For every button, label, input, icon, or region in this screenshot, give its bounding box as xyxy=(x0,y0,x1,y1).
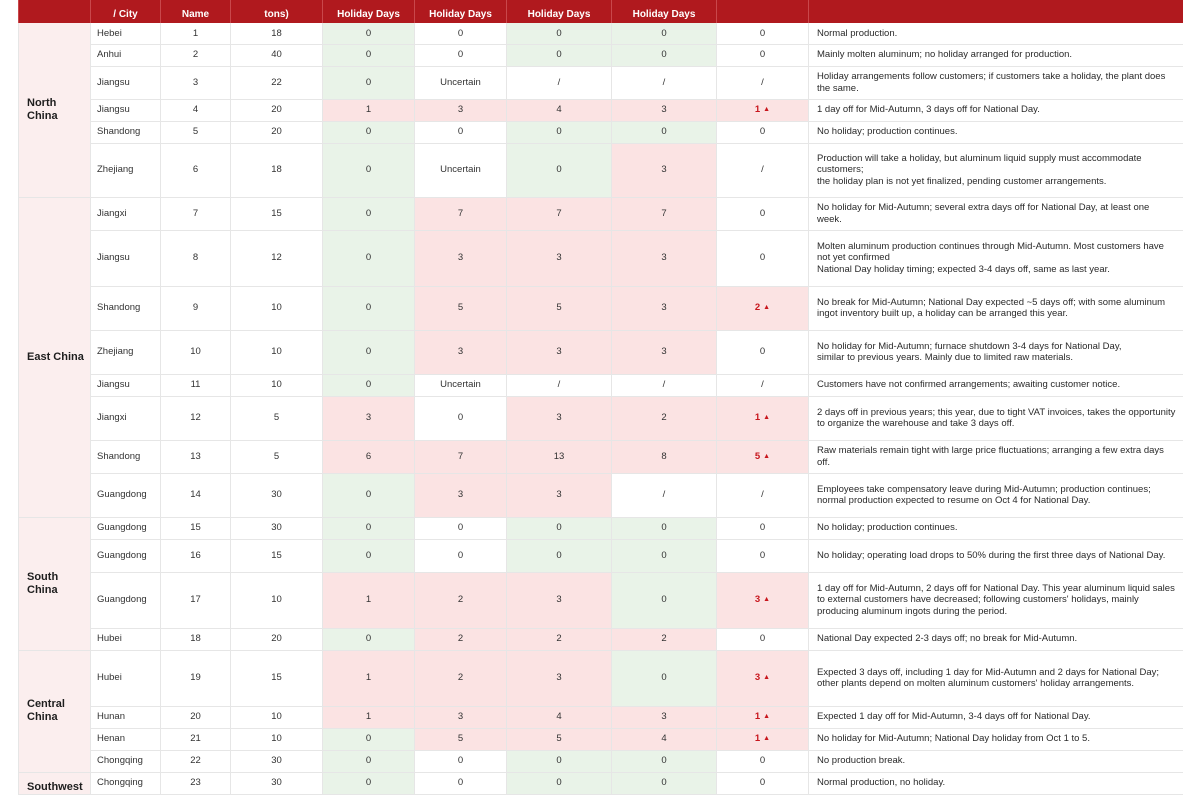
table-row xyxy=(19,539,1183,572)
holiday-days-cell: 0 xyxy=(323,197,415,230)
holiday-days-cell: 0 xyxy=(415,750,507,772)
holiday-days-cell: 0 xyxy=(323,517,415,539)
number-cell: 17 xyxy=(161,572,231,628)
change-cell: 0 xyxy=(717,539,809,572)
capacity-cell: 10 xyxy=(231,728,323,750)
province-cell: Jiangsu xyxy=(91,99,161,121)
change-cell: / xyxy=(717,143,809,197)
change-cell: 0 xyxy=(717,330,809,374)
change-cell: / xyxy=(717,66,809,99)
holiday-days-cell: 0 xyxy=(415,121,507,143)
number-cell: 4 xyxy=(161,99,231,121)
table-row xyxy=(19,750,1183,772)
holiday-days-cell: / xyxy=(507,374,612,396)
holiday-days-cell: 3 xyxy=(612,330,717,374)
holiday-days-cell: 3 xyxy=(415,99,507,121)
province-cell: Hunan xyxy=(91,706,161,728)
capacity-cell: 30 xyxy=(231,750,323,772)
holiday-days-cell: 0 xyxy=(612,750,717,772)
change-value: 5 xyxy=(754,450,761,462)
change-value: 1 xyxy=(754,711,761,723)
change-value: 1 xyxy=(754,412,761,424)
table-row xyxy=(19,99,1183,121)
note-cell: National Day expected 2-3 days off; no break for Mid-Autumn. xyxy=(809,628,1183,650)
province-cell: Chongqing xyxy=(91,750,161,772)
capacity-cell: 30 xyxy=(231,473,323,517)
holiday-days-cell: 0 xyxy=(612,772,717,794)
change-cell: / xyxy=(717,374,809,396)
holiday-days-cell: 5 xyxy=(507,286,612,330)
change-value: 3 xyxy=(754,672,761,684)
holiday-days-cell: 2 xyxy=(612,628,717,650)
note-cell: 2 days off in previous years; this year, due to tight VAT invoices, takes the opportunity to organize the warehouse and take 3 days off. xyxy=(809,396,1183,440)
column-header-1: / City xyxy=(91,0,161,23)
holiday-days-cell: 0 xyxy=(323,230,415,286)
column-header-6: Holiday Days xyxy=(507,0,612,23)
capacity-cell: 12 xyxy=(231,230,323,286)
column-header-9 xyxy=(809,0,1183,23)
province-cell: Shandong xyxy=(91,440,161,473)
holiday-days-cell: 3 xyxy=(415,330,507,374)
province-cell: Anhui xyxy=(91,44,161,66)
triangle-up-icon: ▲ xyxy=(763,106,771,114)
holiday-days-cell: 0 xyxy=(415,396,507,440)
number-cell: 11 xyxy=(161,374,231,396)
change-cell xyxy=(717,650,809,706)
holiday-days-cell: 3 xyxy=(507,473,612,517)
note-cell: No production break. xyxy=(809,750,1183,772)
number-cell: 16 xyxy=(161,539,231,572)
capacity-cell: 20 xyxy=(231,99,323,121)
holiday-days-cell: 1 xyxy=(323,650,415,706)
holiday-arrangement-table xyxy=(18,0,1183,795)
note-cell: Customers have not confirmed arrangements; awaiting customer notice. xyxy=(809,374,1183,396)
holiday-days-cell: 0 xyxy=(323,143,415,197)
holiday-days-cell: 5 xyxy=(415,286,507,330)
holiday-days-cell: 0 xyxy=(415,44,507,66)
holiday-days-cell: Uncertain xyxy=(415,66,507,99)
region-cell: North China xyxy=(19,23,91,197)
holiday-days-cell: 0 xyxy=(323,374,415,396)
region-cell: East China xyxy=(19,197,91,517)
table-row xyxy=(19,650,1183,706)
table-row xyxy=(19,121,1183,143)
holiday-days-cell: 0 xyxy=(323,23,415,44)
holiday-days-cell: 3 xyxy=(507,572,612,628)
number-cell: 12 xyxy=(161,396,231,440)
note-cell: Normal production. xyxy=(809,23,1183,44)
table-row xyxy=(19,44,1183,66)
region-cell: South China xyxy=(19,517,91,650)
province-cell: Hebei xyxy=(91,23,161,44)
change-cell: 0 xyxy=(717,44,809,66)
holiday-days-cell: 0 xyxy=(612,23,717,44)
number-cell: 22 xyxy=(161,750,231,772)
holiday-days-cell: 0 xyxy=(323,66,415,99)
table-row xyxy=(19,473,1183,517)
province-cell: Hubei xyxy=(91,650,161,706)
number-cell: 10 xyxy=(161,330,231,374)
holiday-days-cell: 0 xyxy=(323,286,415,330)
holiday-days-cell: 4 xyxy=(507,706,612,728)
triangle-up-icon: ▲ xyxy=(763,414,771,422)
note-cell: Normal production, no holiday. xyxy=(809,772,1183,794)
note-cell: Molten aluminum production continues through Mid-Autumn. Most customers have not yet confirmed National Day holiday timing; expected 3-4 days off, same as last year. xyxy=(809,230,1183,286)
holiday-days-cell: 3 xyxy=(507,330,612,374)
capacity-cell: 10 xyxy=(231,572,323,628)
holiday-days-cell: 0 xyxy=(323,728,415,750)
triangle-up-icon: ▲ xyxy=(763,713,771,721)
capacity-cell: 20 xyxy=(231,628,323,650)
number-cell: 20 xyxy=(161,706,231,728)
note-cell: Employees take compensatory leave during Mid-Autumn; production continues; normal production expected to resume on Oct 4 for National Day. xyxy=(809,473,1183,517)
triangle-up-icon: ▲ xyxy=(763,735,771,743)
change-cell: 0 xyxy=(717,517,809,539)
province-cell: Zhejiang xyxy=(91,330,161,374)
holiday-days-cell: / xyxy=(612,473,717,517)
change-value: 3 xyxy=(754,594,761,606)
table-row xyxy=(19,66,1183,99)
holiday-days-cell: 0 xyxy=(323,628,415,650)
holiday-days-cell: 3 xyxy=(612,230,717,286)
holiday-days-cell: 5 xyxy=(415,728,507,750)
table-row xyxy=(19,396,1183,440)
capacity-cell: 30 xyxy=(231,517,323,539)
column-header-7: Holiday Days xyxy=(612,0,717,23)
note-cell: No break for Mid-Autumn; National Day expected ~5 days off; with some aluminum ingot inventory built up, a holiday can be arranged this year. xyxy=(809,286,1183,330)
province-cell: Jiangsu xyxy=(91,66,161,99)
column-header-0 xyxy=(19,0,91,23)
column-header-5: Holiday Days xyxy=(415,0,507,23)
table-row xyxy=(19,517,1183,539)
holiday-days-cell: 0 xyxy=(612,650,717,706)
holiday-days-cell: 3 xyxy=(507,396,612,440)
holiday-days-cell: 3 xyxy=(415,473,507,517)
holiday-days-cell: 0 xyxy=(507,23,612,44)
change-cell xyxy=(717,396,809,440)
number-cell: 3 xyxy=(161,66,231,99)
capacity-cell: 15 xyxy=(231,197,323,230)
holiday-days-cell: 1 xyxy=(323,572,415,628)
capacity-cell: 10 xyxy=(231,286,323,330)
table-row xyxy=(19,143,1183,197)
holiday-days-cell: 3 xyxy=(612,99,717,121)
holiday-days-cell: / xyxy=(507,66,612,99)
holiday-days-cell: 7 xyxy=(415,197,507,230)
capacity-cell: 18 xyxy=(231,23,323,44)
table-row xyxy=(19,230,1183,286)
table-row xyxy=(19,23,1183,44)
change-cell xyxy=(717,99,809,121)
holiday-days-cell: 0 xyxy=(415,23,507,44)
change-value: 1 xyxy=(754,104,761,116)
header-row xyxy=(19,0,1183,23)
holiday-days-cell: 0 xyxy=(323,539,415,572)
holiday-days-cell: 3 xyxy=(612,706,717,728)
capacity-cell: 40 xyxy=(231,44,323,66)
holiday-days-cell: 1 xyxy=(323,99,415,121)
holiday-days-cell: 7 xyxy=(507,197,612,230)
holiday-days-cell: 0 xyxy=(612,517,717,539)
holiday-days-cell: 0 xyxy=(415,517,507,539)
holiday-days-cell: 0 xyxy=(323,772,415,794)
province-cell: Jiangxi xyxy=(91,396,161,440)
capacity-cell: 22 xyxy=(231,66,323,99)
note-cell: Holiday arrangements follow customers; if customers take a holiday, the plant does the same. xyxy=(809,66,1183,99)
change-cell: / xyxy=(717,473,809,517)
change-cell: 0 xyxy=(717,628,809,650)
table-row xyxy=(19,572,1183,628)
table-row xyxy=(19,628,1183,650)
holiday-days-cell: 7 xyxy=(415,440,507,473)
number-cell: 2 xyxy=(161,44,231,66)
change-cell: 0 xyxy=(717,197,809,230)
province-cell: Shandong xyxy=(91,121,161,143)
table-row xyxy=(19,330,1183,374)
change-cell xyxy=(717,572,809,628)
holiday-days-cell: 3 xyxy=(507,650,612,706)
capacity-cell: 10 xyxy=(231,330,323,374)
number-cell: 14 xyxy=(161,473,231,517)
holiday-days-cell: 0 xyxy=(507,750,612,772)
change-cell xyxy=(717,440,809,473)
holiday-days-cell: 0 xyxy=(415,539,507,572)
number-cell: 21 xyxy=(161,728,231,750)
change-cell: 0 xyxy=(717,23,809,44)
note-cell: Production will take a holiday, but aluminum liquid supply must accommodate customers; the holiday plan is not yet finalized, pending customer arrangements. xyxy=(809,143,1183,197)
change-cell: 0 xyxy=(717,750,809,772)
note-cell: No holiday for Mid-Autumn; furnace shutdown 3-4 days for National Day, similar to previous years. Mainly due to limited raw materials. xyxy=(809,330,1183,374)
note-cell: No holiday for Mid-Autumn; several extra days off for National Day, at least one week. xyxy=(809,197,1183,230)
table-row xyxy=(19,374,1183,396)
number-cell: 13 xyxy=(161,440,231,473)
province-cell: Chongqing xyxy=(91,772,161,794)
capacity-cell: 5 xyxy=(231,396,323,440)
change-cell: 0 xyxy=(717,772,809,794)
holiday-days-cell: 6 xyxy=(323,440,415,473)
province-cell: Guangdong xyxy=(91,539,161,572)
number-cell: 19 xyxy=(161,650,231,706)
province-cell: Hubei xyxy=(91,628,161,650)
holiday-days-cell: 2 xyxy=(415,628,507,650)
note-cell: 1 day off for Mid-Autumn, 2 days off for National Day. This year aluminum liquid sales to external customers have decreased; following customers' holidays, mainly producing aluminum ingots during the period. xyxy=(809,572,1183,628)
province-cell: Jiangsu xyxy=(91,230,161,286)
column-header-4: Holiday Days xyxy=(323,0,415,23)
holiday-days-cell: 0 xyxy=(507,539,612,572)
change-cell xyxy=(717,728,809,750)
number-cell: 18 xyxy=(161,628,231,650)
change-value: 2 xyxy=(754,302,761,314)
holiday-days-cell: 2 xyxy=(415,650,507,706)
triangle-up-icon: ▲ xyxy=(763,304,771,312)
triangle-up-icon: ▲ xyxy=(763,674,771,682)
number-cell: 15 xyxy=(161,517,231,539)
number-cell: 1 xyxy=(161,23,231,44)
province-cell: Henan xyxy=(91,728,161,750)
change-cell: 0 xyxy=(717,230,809,286)
note-cell: No holiday; production continues. xyxy=(809,121,1183,143)
change-cell xyxy=(717,706,809,728)
column-header-8 xyxy=(717,0,809,23)
table-row xyxy=(19,706,1183,728)
column-header-2: Name xyxy=(161,0,231,23)
note-cell: 1 day off for Mid-Autumn, 3 days off for National Day. xyxy=(809,99,1183,121)
note-cell: No holiday; operating load drops to 50% during the first three days of National Day. xyxy=(809,539,1183,572)
triangle-up-icon: ▲ xyxy=(763,596,771,604)
number-cell: 8 xyxy=(161,230,231,286)
province-cell: Guangdong xyxy=(91,473,161,517)
province-cell: Guangdong xyxy=(91,572,161,628)
holiday-days-cell: 3 xyxy=(612,143,717,197)
note-cell: No holiday for Mid-Autumn; National Day holiday from Oct 1 to 5. xyxy=(809,728,1183,750)
holiday-days-cell: Uncertain xyxy=(415,374,507,396)
note-cell: No holiday; production continues. xyxy=(809,517,1183,539)
capacity-cell: 30 xyxy=(231,772,323,794)
capacity-cell: 10 xyxy=(231,374,323,396)
holiday-days-cell: 3 xyxy=(323,396,415,440)
holiday-days-cell: 1 xyxy=(323,706,415,728)
table-body xyxy=(19,23,1183,794)
column-header-3: tons) xyxy=(231,0,323,23)
table-row xyxy=(19,440,1183,473)
holiday-days-cell: 2 xyxy=(507,628,612,650)
province-cell: Shandong xyxy=(91,286,161,330)
capacity-cell: 10 xyxy=(231,706,323,728)
holiday-days-cell: 3 xyxy=(507,230,612,286)
number-cell: 5 xyxy=(161,121,231,143)
change-value: 1 xyxy=(754,733,761,745)
holiday-days-cell: 3 xyxy=(415,230,507,286)
capacity-cell: 15 xyxy=(231,539,323,572)
holiday-days-cell: 0 xyxy=(415,772,507,794)
note-cell: Expected 1 day off for Mid-Autumn, 3-4 days off for National Day. xyxy=(809,706,1183,728)
holiday-days-cell: 2 xyxy=(612,396,717,440)
province-cell: Jiangsu xyxy=(91,374,161,396)
holiday-days-cell: 0 xyxy=(612,121,717,143)
region-cell: Southwest xyxy=(19,772,91,794)
change-cell: 0 xyxy=(717,121,809,143)
holiday-days-cell: 0 xyxy=(612,572,717,628)
holiday-days-cell: 4 xyxy=(507,99,612,121)
holiday-days-cell: 0 xyxy=(507,772,612,794)
holiday-days-cell: 0 xyxy=(323,44,415,66)
number-cell: 23 xyxy=(161,772,231,794)
triangle-up-icon: ▲ xyxy=(763,452,771,460)
province-cell: Zhejiang xyxy=(91,143,161,197)
holiday-days-cell: 5 xyxy=(507,728,612,750)
note-cell: Mainly molten aluminum; no holiday arranged for production. xyxy=(809,44,1183,66)
holiday-days-cell: 0 xyxy=(323,473,415,517)
holiday-days-cell: 0 xyxy=(612,539,717,572)
holiday-days-cell: Uncertain xyxy=(415,143,507,197)
holiday-days-cell: 0 xyxy=(507,143,612,197)
change-cell xyxy=(717,286,809,330)
holiday-days-cell: 0 xyxy=(507,517,612,539)
province-cell: Jiangxi xyxy=(91,197,161,230)
table-row xyxy=(19,286,1183,330)
holiday-days-cell: 13 xyxy=(507,440,612,473)
holiday-days-cell: 8 xyxy=(612,440,717,473)
holiday-days-cell: 0 xyxy=(612,44,717,66)
capacity-cell: 18 xyxy=(231,143,323,197)
capacity-cell: 20 xyxy=(231,121,323,143)
holiday-days-cell: 7 xyxy=(612,197,717,230)
holiday-days-cell: 2 xyxy=(415,572,507,628)
table-row xyxy=(19,772,1183,794)
note-cell: Raw materials remain tight with large price fluctuations; arranging a few extra days off. xyxy=(809,440,1183,473)
holiday-days-cell: 0 xyxy=(323,330,415,374)
capacity-cell: 15 xyxy=(231,650,323,706)
capacity-cell: 5 xyxy=(231,440,323,473)
holiday-days-cell: 0 xyxy=(323,750,415,772)
holiday-days-cell: 0 xyxy=(323,121,415,143)
holiday-days-cell: 0 xyxy=(507,121,612,143)
holiday-days-cell: / xyxy=(612,66,717,99)
table-row xyxy=(19,728,1183,750)
table-row xyxy=(19,197,1183,230)
holiday-days-cell: 4 xyxy=(612,728,717,750)
province-cell: Guangdong xyxy=(91,517,161,539)
number-cell: 9 xyxy=(161,286,231,330)
holiday-days-cell: 3 xyxy=(612,286,717,330)
holiday-days-cell: 3 xyxy=(415,706,507,728)
number-cell: 7 xyxy=(161,197,231,230)
region-cell: Central China xyxy=(19,650,91,772)
holiday-days-cell: / xyxy=(612,374,717,396)
holiday-days-cell: 0 xyxy=(507,44,612,66)
note-cell: Expected 3 days off, including 1 day for Mid-Autumn and 2 days for National Day; other plants depend on molten aluminum customers' holiday arrangements. xyxy=(809,650,1183,706)
number-cell: 6 xyxy=(161,143,231,197)
